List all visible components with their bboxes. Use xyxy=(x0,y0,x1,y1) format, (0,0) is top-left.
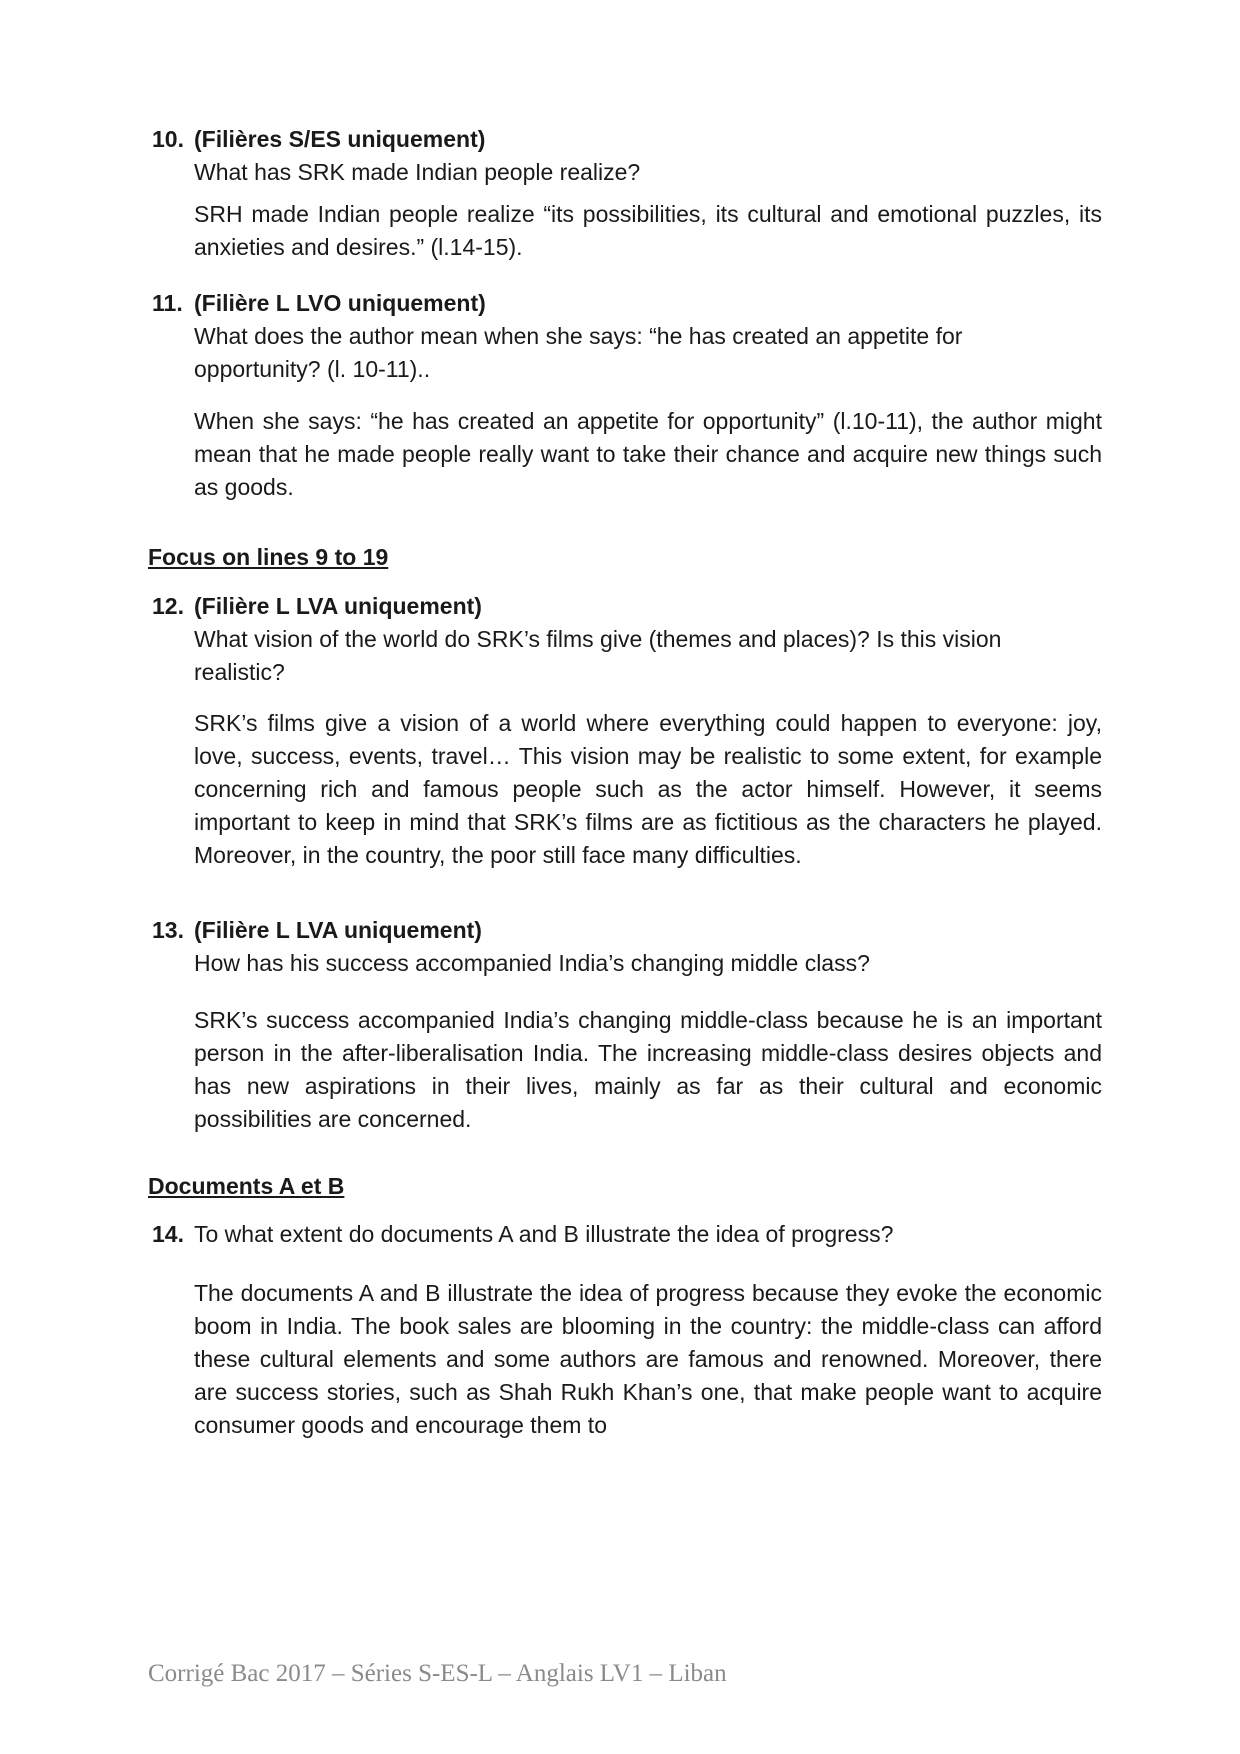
question-13 xyxy=(152,914,1102,980)
question-text: What vision of the world do SRK’s films give (themes and places)? Is this vision realistic? xyxy=(194,626,1002,685)
page-footer: Corrigé Bac 2017 – Séries S-ES-L – Anglais LV1 – Liban xyxy=(148,1660,727,1687)
answer-12: SRK’s films give a vision of a world where everything could happen to everyone: joy, love, success, events, travel… This vision may be realistic to some extent, for example concerning rich and famous people such as the actor himself. However, it seems important to keep in mind that SRK’s films are as fictitious as the characters he played. Moreover, in the country, the poor still face many difficulties. xyxy=(194,710,1102,868)
section-heading-documents: Documents A et B xyxy=(148,1173,345,1199)
question-title: (Filière L LVA uniquement) xyxy=(194,917,482,943)
question-12 xyxy=(152,590,1102,689)
question-number: 14. xyxy=(152,1221,184,1247)
question-text: What has SRK made Indian people realize? xyxy=(194,159,641,185)
question-number: 13. xyxy=(152,917,184,943)
question-number: 12. xyxy=(152,593,184,619)
question-title: (Filière L LVO uniquement) xyxy=(194,290,486,316)
question-text: What does the author mean when she says: “he has created an appetite for opportunity? (l. 10-11).. xyxy=(194,323,963,382)
question-number: 10. xyxy=(152,126,184,152)
question-number: 11. xyxy=(152,290,183,316)
answer-13: SRK’s success accompanied India’s changing middle-class because he is an important person in the after-liberalisation India. The increasing middle-class desires objects and has new aspirations in their lives, mainly as far as their cultural and economic possibilities are concerned. xyxy=(194,1007,1102,1132)
answer-14: The documents A and B illustrate the idea of progress because they evoke the economic boom in India. The book sales are blooming in the country: the middle-class can afford these cultural elements and some authors are famous and renowned. Moreover, there are success stories, such as Shah Rukh Khan’s one, that make people want to acquire consumer goods and encourage them to xyxy=(194,1280,1102,1438)
question-14 xyxy=(152,1218,1102,1251)
question-10 xyxy=(152,123,1102,189)
section-heading-focus: Focus on lines 9 to 19 xyxy=(148,544,389,570)
question-text: How has his success accompanied India’s changing middle class? xyxy=(194,950,870,976)
answer-10: SRH made Indian people realize “its possibilities, its cultural and emotional puzzles, its anxieties and desires.” (l.14-15). xyxy=(194,201,1102,260)
answer-11: When she says: “he has created an appetite for opportunity” (l.10-11), the author might mean that he made people really want to take their chance and acquire new things such as goods. xyxy=(194,408,1102,500)
question-text: To what extent do documents A and B illustrate the idea of progress? xyxy=(194,1221,894,1247)
question-11 xyxy=(152,287,1102,386)
question-title: (Filière L LVA uniquement) xyxy=(194,593,482,619)
question-title: (Filières S/ES uniquement) xyxy=(194,126,486,152)
